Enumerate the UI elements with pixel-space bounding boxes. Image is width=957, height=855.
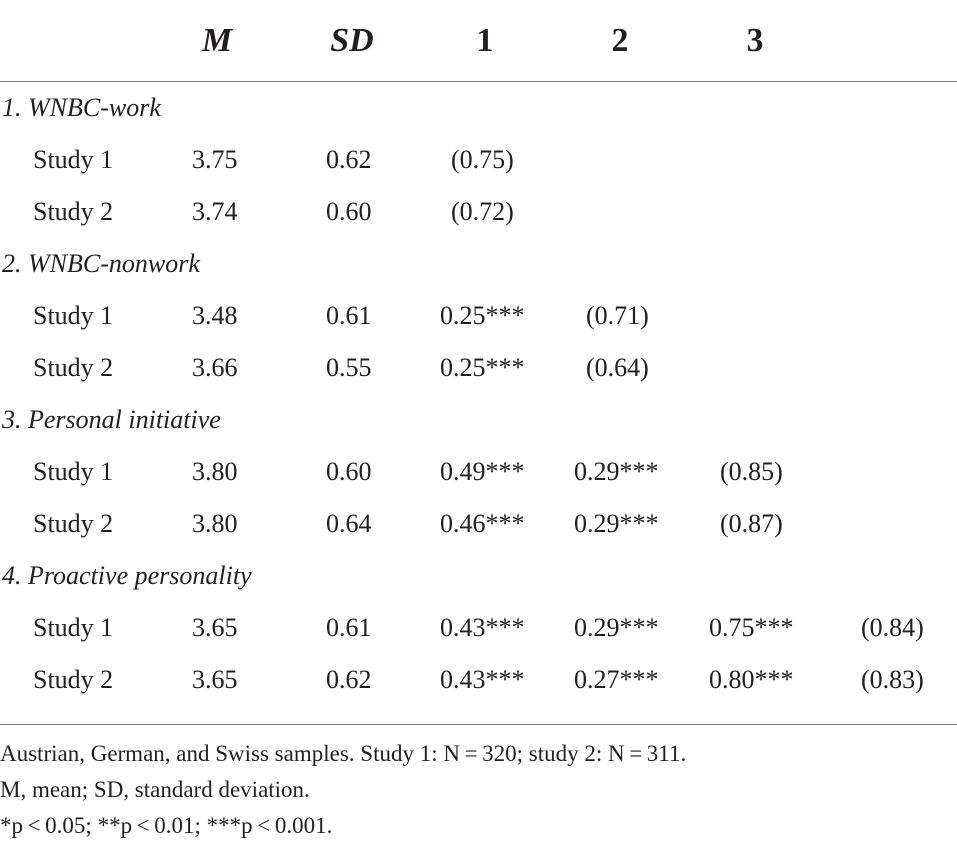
col-3-cell: (0.87) [720,509,783,538]
col-1-cell: 0.46*** [440,509,525,538]
section-title: 3. Personal initiative [2,405,221,434]
row-label: Study 2 [33,353,114,382]
row-label: Study 1 [33,301,114,330]
section-title-row [0,550,957,602]
col-1-cell: 0.43*** [440,665,525,694]
mean-cell: 3.65 [192,613,238,642]
col-2-cell: (0.64) [586,353,649,382]
mean-cell: 3.75 [192,145,238,174]
col-4-cell: (0.83) [861,665,924,694]
table-row [0,134,957,186]
header-col-2: 2 [611,22,629,59]
sd-cell: 0.55 [326,353,372,382]
section-title-row [0,238,957,290]
header-col-3: 3 [746,22,764,59]
header-mean: M [201,22,233,59]
table-row [0,602,957,654]
header-col-1: 1 [476,22,494,59]
table-row [0,654,957,706]
row-label: Study 1 [33,613,114,642]
sd-cell: 0.61 [326,613,372,642]
sd-cell: 0.60 [326,197,372,226]
section-title: 4. Proactive personality [2,561,252,590]
row-label: Study 2 [33,509,114,538]
col-1-cell: 0.43*** [440,613,525,642]
section-title-row [0,82,957,134]
section-title: 1. WNBC-work [2,93,161,122]
col-2-cell: (0.71) [586,301,649,330]
mean-cell: 3.48 [192,301,238,330]
mean-cell: 3.80 [192,509,238,538]
row-label: Study 2 [33,665,114,694]
mean-cell: 3.74 [192,197,238,226]
col-2-cell: 0.29*** [574,509,659,538]
table-row [0,342,957,394]
note-significance: *p < 0.05; **p < 0.01; ***p < 0.001. [0,813,333,838]
bottom-rule [0,724,957,725]
col-1-cell: 0.25*** [440,353,525,382]
col-2-cell: 0.27*** [574,665,659,694]
mean-cell: 3.80 [192,457,238,486]
row-label: Study 1 [33,457,114,486]
note-abbreviations: M, mean; SD, standard deviation. [0,777,310,802]
sd-cell: 0.61 [326,301,372,330]
row-label: Study 1 [33,145,114,174]
table-notes [0,736,950,844]
sd-cell: 0.64 [326,509,372,538]
section-title-row [0,394,957,446]
col-2-cell: 0.29*** [574,457,659,486]
sd-cell: 0.62 [326,145,372,174]
col-1-cell: 0.25*** [440,301,525,330]
table-row [0,186,957,238]
row-label: Study 2 [33,197,114,226]
table-row [0,498,957,550]
col-3-cell: (0.85) [720,457,783,486]
section-title: 2. WNBC-nonwork [2,249,200,278]
col-2-cell: 0.29*** [574,613,659,642]
table-row [0,446,957,498]
col-3-cell: 0.75*** [709,613,794,642]
table-row [0,290,957,342]
sd-cell: 0.60 [326,457,372,486]
col-1-cell: 0.49*** [440,457,525,486]
mean-cell: 3.65 [192,665,238,694]
note-samples: Austrian, German, and Swiss samples. Study 1: N = 320; study 2: N = 311. [0,741,687,766]
col-4-cell: (0.84) [861,613,924,642]
col-1-cell: (0.75) [451,145,514,174]
header-sd: SD [330,22,374,59]
col-1-cell: (0.72) [451,197,514,226]
col-3-cell: 0.80*** [709,665,794,694]
sd-cell: 0.62 [326,665,372,694]
mean-cell: 3.66 [192,353,238,382]
